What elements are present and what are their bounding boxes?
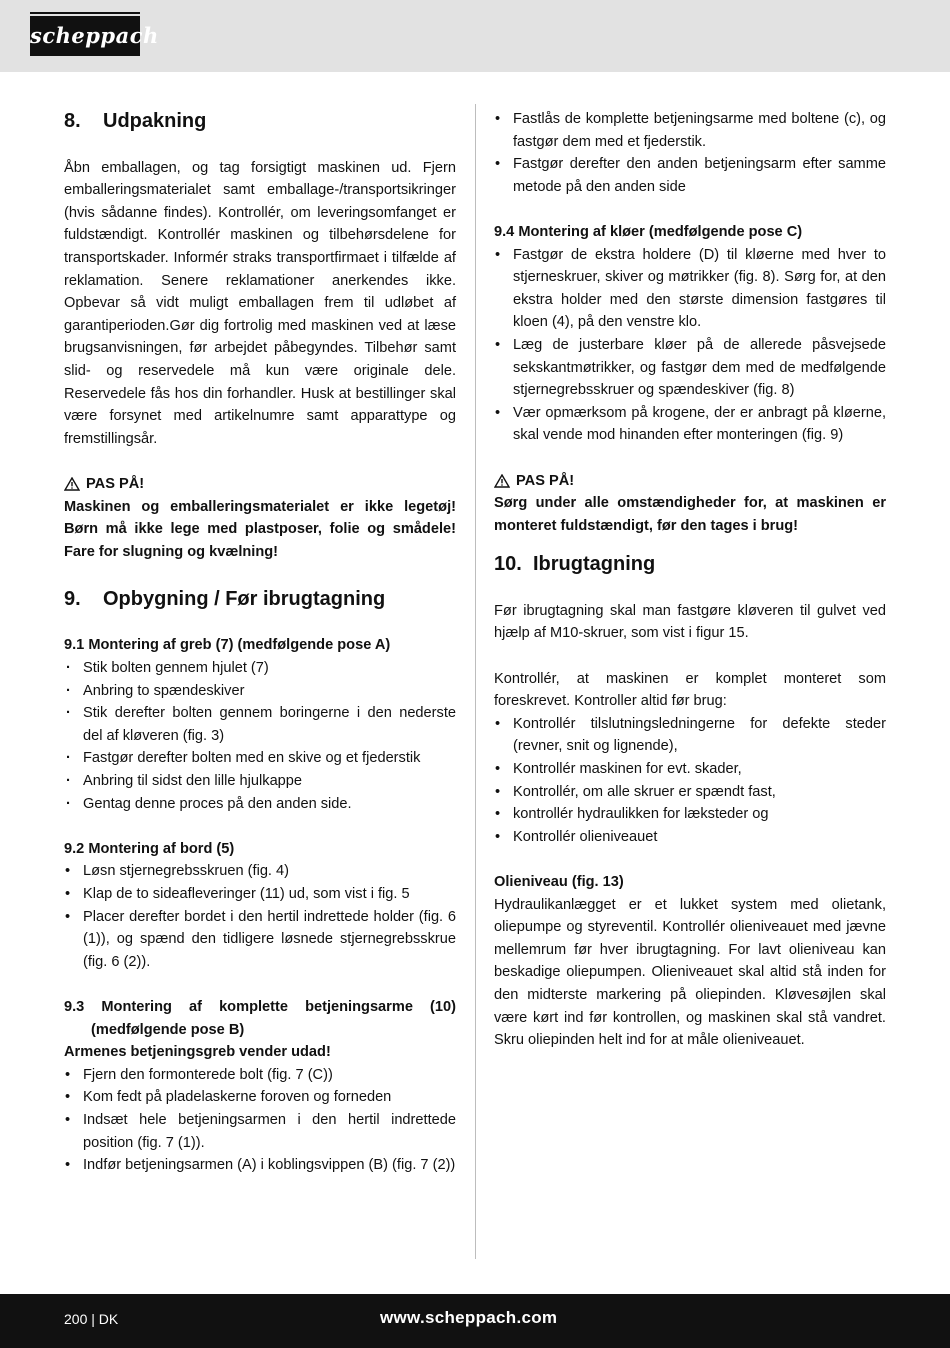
section-title: Ibrugtagning: [533, 553, 656, 576]
list-item: • Placer derefter bordet i den hertil indrettede holder (fig. 6 (1)), og spænd den tidligere løsnede stjernegrebsskrue (fig. 6 (2)).: [64, 906, 456, 974]
section-number: 8.: [64, 110, 81, 132]
commissioning-paragraph: Før ibrugtagning skal man fastgøre kløveren til gulvet ved hjælp af M10-skruer, som vist i figur 15.: [494, 602, 886, 642]
warning-title: PAS PÅ!: [516, 472, 575, 489]
unpacking-paragraph: Åbn emballagen, og tag forsigtigt maskinen ud. Fjern emballeringsmaterialet samt emballage-/transportsikringer (hvis sådanne findes). Kontrollér, om leveringsomfanget er fuldstændigt. Kontrollér maskinen og tilbehørsdelene for transportskader. Informér straks transportfirmaet i tilfælde af reklamation. Senere reklamationer anerkendes ikke. Opbevar så vidt muligt emballagen frem til udløbet af garantiperioden.Gør dig fortrolig med maskinen ved at læse brugsanvisningen, før arbejdet påbegyndes. Tilbehør samt slid- og reservedele må kun være originale dele. Reservedele fås hos din forhandler. Husk at bestillinger skal være forsynet med artikelnumre samt apparattype og fremstillingsår.: [64, 159, 456, 447]
check-list: [494, 713, 886, 849]
section-8-heading: [64, 108, 456, 134]
subsection-9-3-list-cont: [494, 108, 886, 198]
section-title: Udpakning: [103, 110, 207, 132]
list-item: • Fastgør derefter den anden betjeningsarm efter samme metode på den anden side: [494, 153, 886, 198]
warning-text: Maskinen og emballeringsmaterialet er ikke legetøj! Børn må ikke lege med plastposer, folie og smådele! Fare for slugning og kvælning!: [64, 498, 456, 560]
subsection-9-3-note: Armenes betjeningsgreb vender udad!: [64, 1044, 331, 1061]
warning-title: PAS PÅ!: [86, 475, 145, 492]
list-item: • Kom fedt på pladelaskerne foroven og forneden: [64, 1086, 456, 1109]
list-item: • Vær opmærksom på krogene, der er anbragt på kløerne, skal vende mod hinanden efter monteringen (fig. 9): [494, 402, 886, 447]
list-item: · Stik derefter bolten gennem boringerne i den nederste del af kløveren (fig. 3): [64, 702, 456, 747]
logo-rule: [30, 12, 140, 14]
page-header: [0, 0, 950, 72]
page-footer: [0, 1294, 950, 1348]
subsection-9-2-list: [64, 860, 456, 973]
check-paragraph: Kontrollér, at maskinen er komplet monteret som foreskrevet. Kontroller altid før brug:: [494, 670, 886, 710]
list-item: · Anbring to spændeskiver: [64, 680, 456, 703]
list-item: • kontrollér hydraulikken for læksteder og: [494, 803, 886, 826]
warning-heading: [64, 473, 456, 496]
list-item: • Klap de to sideafleveringer (11) ud, som vist i fig. 5: [64, 883, 456, 906]
section-number: 10.: [494, 553, 522, 576]
list-item: • Kontrollér tilslutningsledningerne for defekte steder (revner, snit og lignende),: [494, 713, 886, 758]
list-item: • Fastlås de komplette betjeningsarme med boltene (c), og fastgør dem med et fjederstik.: [494, 108, 886, 153]
list-item: • Kontrollér, om alle skruer er spændt fast,: [494, 781, 886, 804]
column-divider: [475, 104, 476, 1259]
subsection-9-3-list: [64, 1064, 456, 1177]
section-number: 9.: [64, 587, 81, 610]
list-item: • Indsæt hele betjeningsarmen i den hertil indrettede position (fig. 7 (1)).: [64, 1109, 456, 1154]
scheppach-logo: scheppach: [30, 16, 140, 56]
section-9-heading: [64, 586, 456, 612]
list-item: • Løsn stjernegrebsskruen (fig. 4): [64, 860, 456, 883]
warning-text: Sørg under alle omstændigheder for, at maskinen er monteret fuldstændigt, før den tages i brug!: [494, 495, 886, 534]
list-item: · Anbring til sidst den lille hjulkappe: [64, 770, 456, 793]
subsection-9-3-title: 9.3 Montering af komplette betjeningsarme (10): [64, 998, 456, 1015]
warning-triangle-icon: [64, 477, 80, 491]
list-item: · Fastgør derefter bolten med en skive og et fjederstik: [64, 747, 456, 770]
list-item: · Stik bolten gennem hjulet (7): [64, 657, 456, 680]
subsection-9-3-title-cont: (medfølgende pose B): [91, 1021, 245, 1038]
subsection-9-1-list: [64, 657, 456, 815]
subsection-9-1-title: 9.1 Montering af greb (7) (medfølgende pose A): [64, 637, 391, 654]
list-item: • Fjern den formonterede bolt (fig. 7 (C)): [64, 1064, 456, 1087]
list-item: • Fastgør de ekstra holdere (D) til kløerne med hver to stjerneskruer, skiver og møtrikker (fig. 8). Sørg for, at den ekstra holder med den største dimension fastgøres til kloen (4), på den venstre klo.: [494, 244, 886, 334]
warning-heading: [494, 470, 886, 493]
left-column: [64, 108, 456, 1177]
subsection-9-4-title: 9.4 Montering af kløer (medfølgende pose C): [494, 223, 803, 240]
section-10-heading: [494, 551, 886, 577]
section-title: Opbygning / Før ibrugtagning: [103, 587, 386, 610]
list-item: · Gentag denne proces på den anden side.: [64, 793, 456, 816]
page-number: 200 | DK: [64, 1311, 119, 1327]
right-column: [494, 108, 886, 1052]
list-item: • Kontrollér olieniveauet: [494, 826, 886, 849]
list-item: • Kontrollér maskinen for evt. skader,: [494, 758, 886, 781]
website-link[interactable]: www.scheppach.com: [380, 1308, 558, 1327]
subsection-9-2-title: 9.2 Montering af bord (5): [64, 840, 235, 857]
list-item: • Læg de justerbare kløer på de allerede påsvejsede sekskantmøtrikker, og fastgør dem med de medfølgende stjernegrebsskruer og spændeskiver (fig. 8): [494, 334, 886, 402]
oil-level-paragraph: Hydraulikanlægget er et lukket system med olietank, oliepumpe og styreventil. Kontrollér olieniveauet med jævne mellemrum før hver ibrugtagning. For lavt olieniveau kan beskadige oliepumpen. Olieniveauet skal altid stå inden for den midterste markering på oliepinden. Kløvesøjlen skal være kørt ind før kontrollen, og maskinen skal stå vandret. Skru oliepinden helt ind for at måle olieniveauet.: [494, 896, 886, 1049]
subsection-9-4-list: [494, 244, 886, 447]
oil-level-title: Olieniveau (fig. 13): [494, 874, 624, 890]
list-item: • Indfør betjeningsarmen (A) i koblingsvippen (B) (fig. 7 (2)): [64, 1154, 456, 1177]
warning-triangle-icon: [494, 474, 510, 488]
